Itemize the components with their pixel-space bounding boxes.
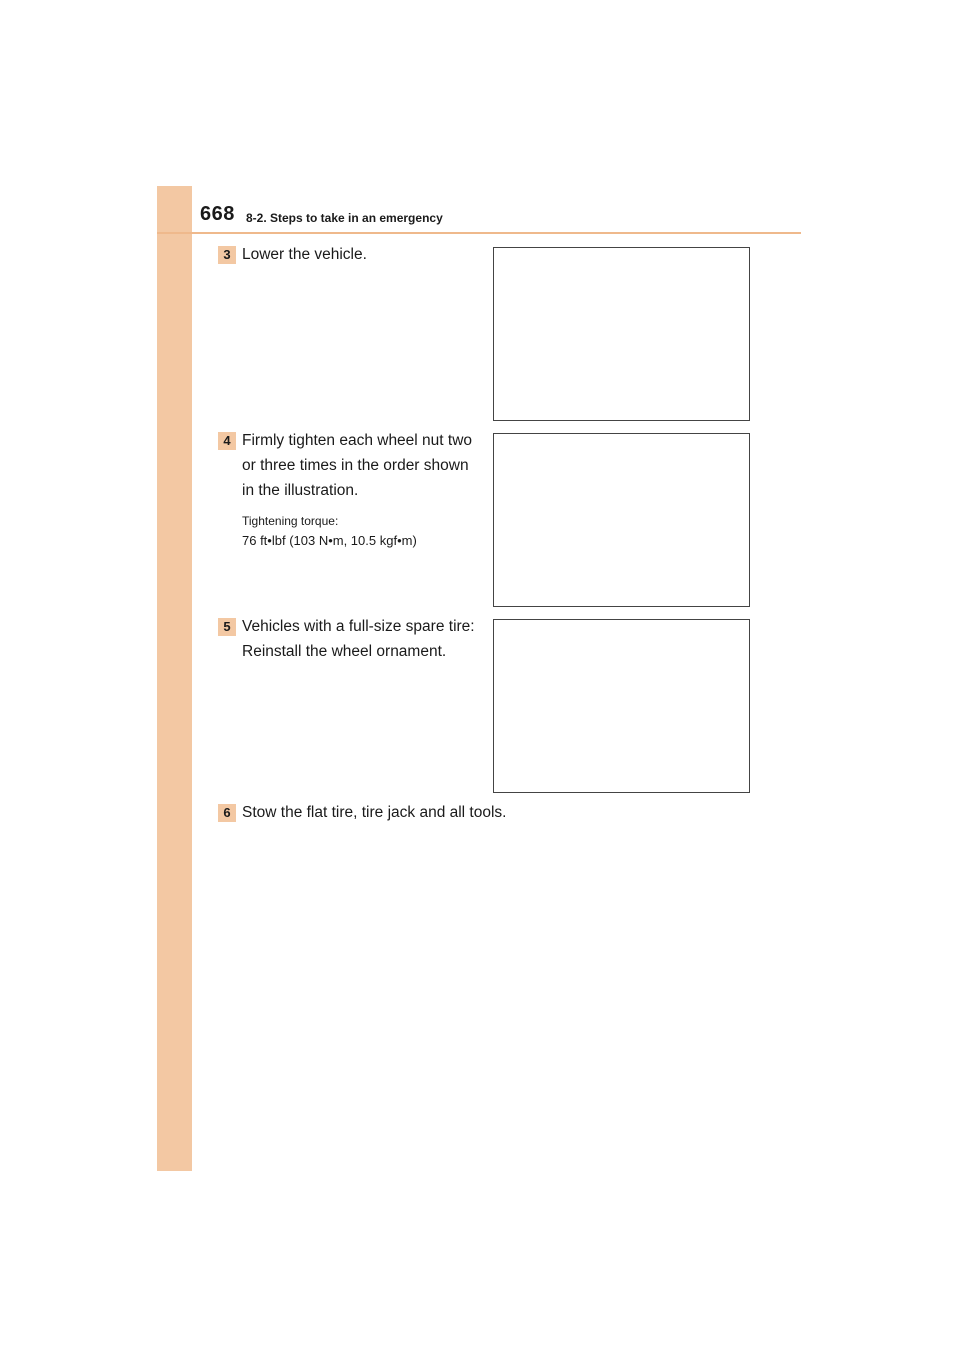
step-3-text: Lower the vehicle. — [242, 246, 367, 263]
step-5-text: Vehicles with a full-size spare tire: Reinstall the wheel ornament. — [242, 618, 475, 660]
torque-value: 76 ft•lbf (103 N•m, 10.5 kgf•m) — [242, 533, 417, 548]
section-title: 8-2. Steps to take in an emergency — [246, 211, 443, 225]
step-5-illustration — [493, 619, 750, 793]
chapter-side-tab — [157, 186, 192, 1171]
step-number-badge: 5 — [218, 618, 236, 636]
step-number-badge: 4 — [218, 432, 236, 450]
step-3-illustration — [493, 247, 750, 421]
torque-label: Tightening torque: — [242, 514, 339, 528]
step-number-badge: 3 — [218, 246, 236, 264]
page-number: 668 — [200, 203, 235, 225]
step-number-badge: 6 — [218, 804, 236, 822]
step-4-illustration — [493, 433, 750, 607]
header-rule — [157, 232, 801, 234]
step-4-text: Firmly tighten each wheel nut two or three times in the order shown in the illustration. — [242, 432, 473, 499]
step-6-text: Stow the flat tire, tire jack and all tools. — [242, 804, 507, 821]
